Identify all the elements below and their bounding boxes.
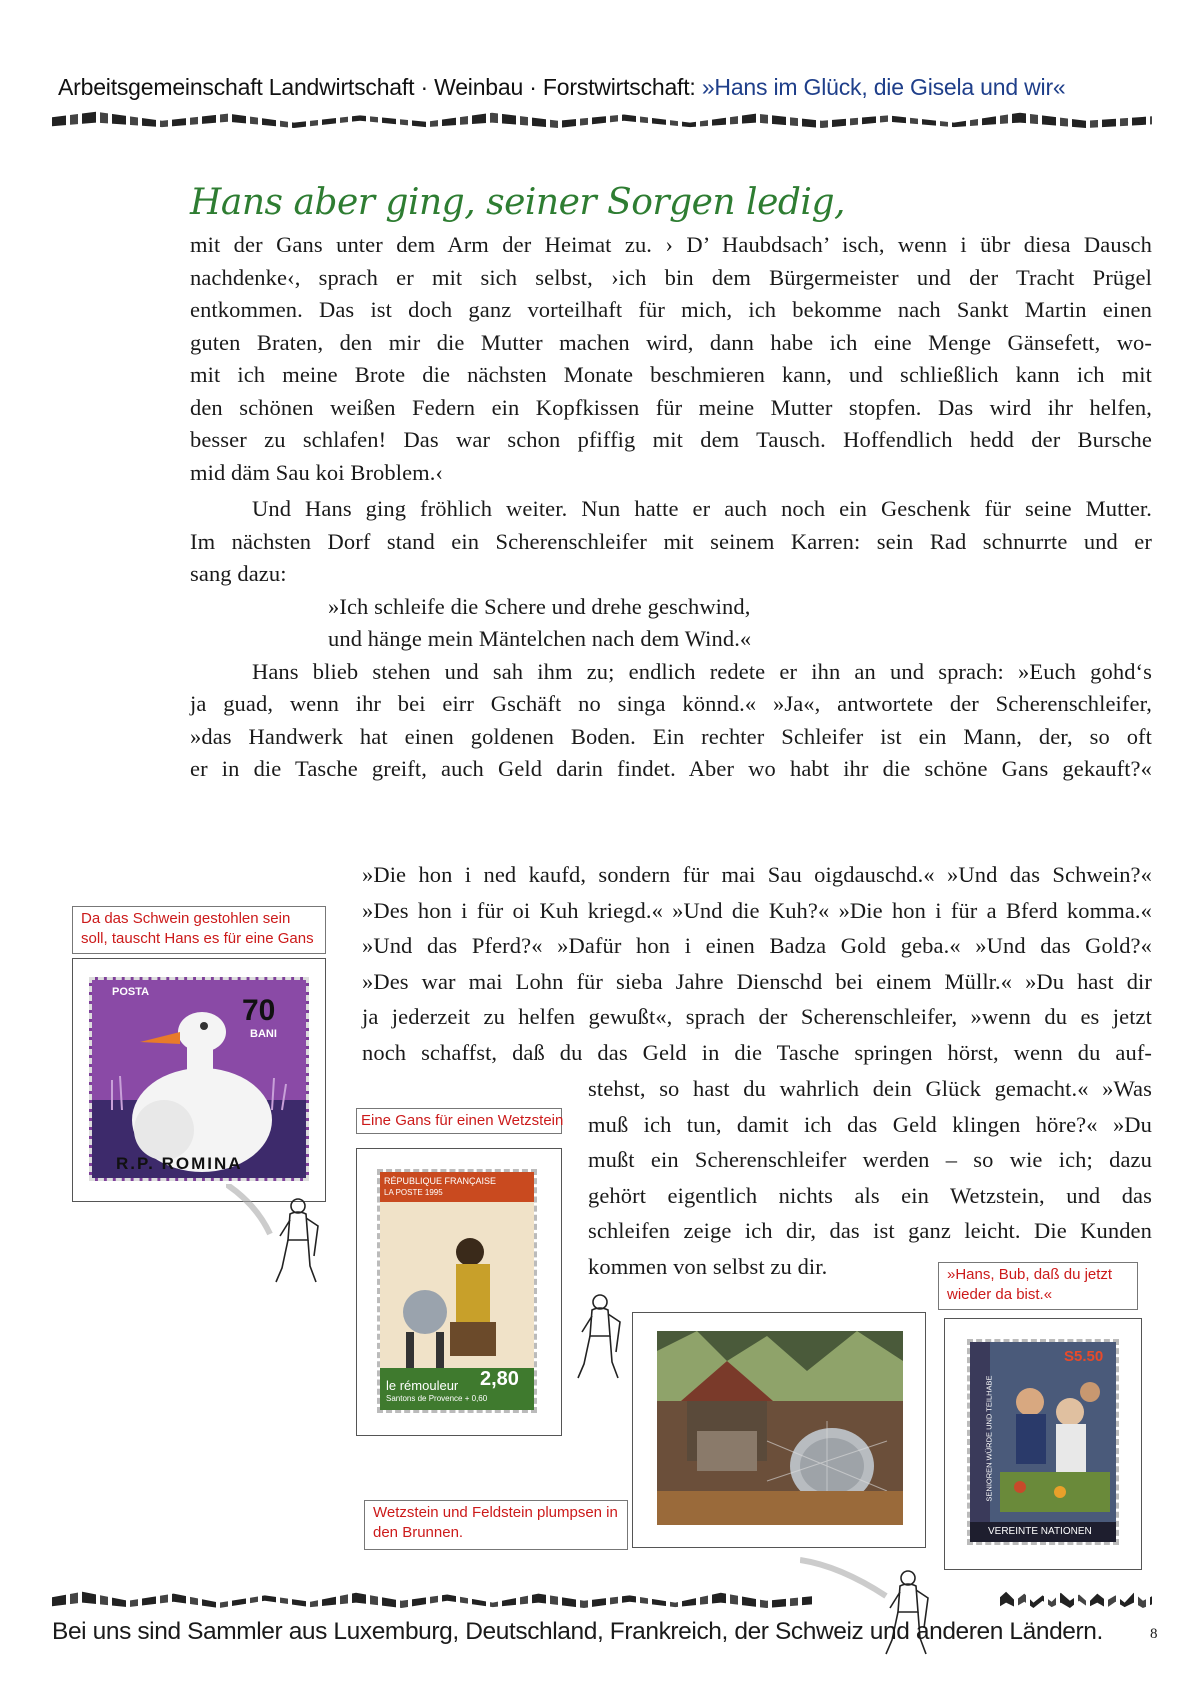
right-lines-a-line: noch schaffst, daß du das Geld in die Tasche springen hörst, wenn du auf-	[362, 1039, 1152, 1065]
hiker-path-1	[226, 1184, 286, 1244]
right-lines-b-line: schleifen zeige ich dir, das ist ganz leicht. Die Kunden	[588, 1218, 1152, 1243]
grinder-stamp-name: le rémouleur	[386, 1378, 459, 1393]
right-lines-b-line: muß ich tun, damit ich das Geld klingen höre?« »Du	[588, 1111, 1152, 1137]
para2-lines-line: sang dazu:	[190, 561, 287, 586]
footer-text: Bei uns sind Sammler aus Luxemburg, Deutschland, Frankreich, der Schweiz und anderen Ländern.	[52, 1618, 1103, 1645]
right-lines-b-line: stehst, so hast du wahrlich dein Glück gemacht.« »Was	[588, 1076, 1152, 1101]
right-lines-a-line: »Die hon i ned kaufd, sondern für mai Sau oigdauschd.« »Und das Schwein?«	[362, 862, 1152, 887]
page-number: 8	[1150, 1626, 1158, 1642]
verse-line: »Ich schleife die Schere und drehe geschwind,	[328, 593, 751, 619]
hiker-path-3	[800, 1556, 890, 1606]
right-lines-a-line: ja jederzeit zu helfen gewußt«, sprach der Scherenschleifer, »wenn du es jetzt	[362, 1004, 1152, 1029]
bottom-ornament-right	[1000, 1590, 1152, 1608]
caption-mother: »Hans, Bub, daß du jetzt wieder da bist.«	[938, 1262, 1138, 1310]
un-stamp-bottom: VEREINTE NATIONEN	[988, 1526, 1092, 1537]
well-stamp-frame	[632, 1312, 926, 1548]
section-title: Hans aber ging, seiner Sorgen ledig,	[190, 182, 845, 223]
right-lines-b-line: gehört eigentlich nichts als ein Wetzstein, und das	[588, 1182, 1152, 1208]
para3-lines-line: »das Handwerk hat einen goldenen Boden. Ein rechter Schleifer ist ein Mann, der, so oft	[190, 723, 1152, 749]
goose-stamp-posta: POSTA	[112, 986, 150, 998]
un-stamp-value: S5.50	[1064, 1348, 1104, 1365]
grinder-stamp-value: 2,80	[480, 1368, 519, 1390]
hiker-sketch-2	[572, 1292, 624, 1380]
grinder-stamp-country: RÉPUBLIQUE FRANÇAISE	[384, 1176, 497, 1186]
caption-goose: Da das Schwein gestohlen sein soll, tauscht Hans es für eine Gans	[72, 906, 326, 954]
verse-line: und hänge mein Mäntelchen nach dem Wind.«	[328, 626, 752, 651]
well-illustration	[657, 1331, 903, 1525]
bottom-ornament-left	[52, 1590, 812, 1608]
body-lines-line: mid däm Sau koi Broblem.‹	[190, 459, 444, 485]
goose-stamp-unit: BANI	[250, 1028, 277, 1040]
body-lines-line: mit der Gans unter dem Arm der Heimat zu. › D’ Haubdsach’ isch, wenn i übr diesa Dausch	[190, 232, 1152, 257]
para3-lines-line: ja guad, wenn ihr bei eirr Gschäft no singa könnd.« »Ja«, antwortete der Scherenschleifer,	[190, 691, 1152, 716]
un-stamp	[967, 1339, 1119, 1545]
un-stamp-frame	[944, 1318, 1142, 1570]
goose-stamp-value: 70	[242, 994, 276, 1027]
well-stamp	[657, 1331, 903, 1525]
top-ornament	[52, 110, 1152, 128]
para3-lines-line: Hans blieb stehen und sah ihm zu; endlich redete er ihn an und sprach: »Euch gohd‘s	[252, 658, 1152, 684]
body-lines-line: besser zu schlafen! Das war schon pfiffig mit dem Tausch. Hoffendlich hedd der Bursche	[190, 427, 1152, 452]
body-lines-line: nachdenke‹, sprach er mit sich selbst, ›ich bin dem Bürgermeister und der Tracht Prügel	[190, 264, 1152, 290]
grinder-stamp-sub: Santons de Provence + 0,60	[386, 1394, 488, 1403]
grinder-stamp-frame	[356, 1148, 562, 1436]
grinder-stamp-post: LA POSTE 1995	[384, 1188, 443, 1197]
goose-stamp-country: R.P. ROMINA	[116, 1154, 243, 1173]
goose-stamp-frame	[72, 958, 326, 1202]
caption-well: Wetzstein und Feldstein plumpsen in den Brunnen.	[364, 1500, 628, 1550]
caption-whetstone: Eine Gans für einen Wetzstein	[356, 1108, 562, 1134]
page-header	[58, 74, 1066, 101]
header-prefix: Arbeitsgemeinschaft Landwirtschaft · Weinbau · Forstwirtschaft:	[58, 74, 702, 100]
body-lines-line: entkommen. Das ist doch ganz vorteilhaft für mich, ich bekomme nach Sankt Martin einen	[190, 297, 1152, 322]
para3-lines-line: er in die Tasche greift, auch Geld darin findet. Aber wo habt ihr die schöne Gans gekauft?«	[190, 756, 1152, 781]
grinder-stamp	[377, 1169, 537, 1413]
body-lines-line: mit ich meine Brote die nächsten Monate beschmieren kann, und schließlich kann ich mit	[190, 362, 1152, 387]
body-lines-line: den schönen weißen Federn ein Kopfkissen für meine Mutter stopfen. Das wird ihr helfen,	[190, 394, 1152, 420]
goose-stamp	[89, 977, 309, 1181]
header-highlight: »Hans im Glück, die Gisela und wir«	[701, 74, 1066, 100]
para2-lines-line: Im nächsten Dorf stand ein Scherenschleifer mit seinem Karren: sein Rad schnurrte und er	[190, 528, 1152, 554]
para2-lines-line: Und Hans ging fröhlich weiter. Nun hatte er auch noch ein Geschenk für seine Mutter.	[252, 496, 1152, 521]
right-lines-b-line: kommen von selbst zu dir.	[588, 1253, 828, 1279]
right-lines-a-line: »Des war mai Lohn für sieba Jahre Dienschd bei einem Müllr.« »Du hast dir	[362, 968, 1152, 994]
body-lines-line: guten Braten, den mir die Mutter machen wird, dann habe ich eine Menge Gänsefett, wo-	[190, 329, 1152, 355]
right-lines-a-line: »Des hon i für oi Kuh kriegd.« »Und die Kuh?« »Die hon i für a Bferd komma.«	[362, 897, 1152, 923]
un-stamp-side: SENIOREN WÜRDE UND TEILHABE	[984, 1375, 994, 1502]
right-lines-a-line: »Und das Pferd?« »Dafür hon i einen Badza Gold geba.« »Und das Gold?«	[362, 933, 1152, 958]
right-lines-b-line: mußt ein Scherenschleifer werden – so wie ich; dazu	[588, 1147, 1152, 1172]
